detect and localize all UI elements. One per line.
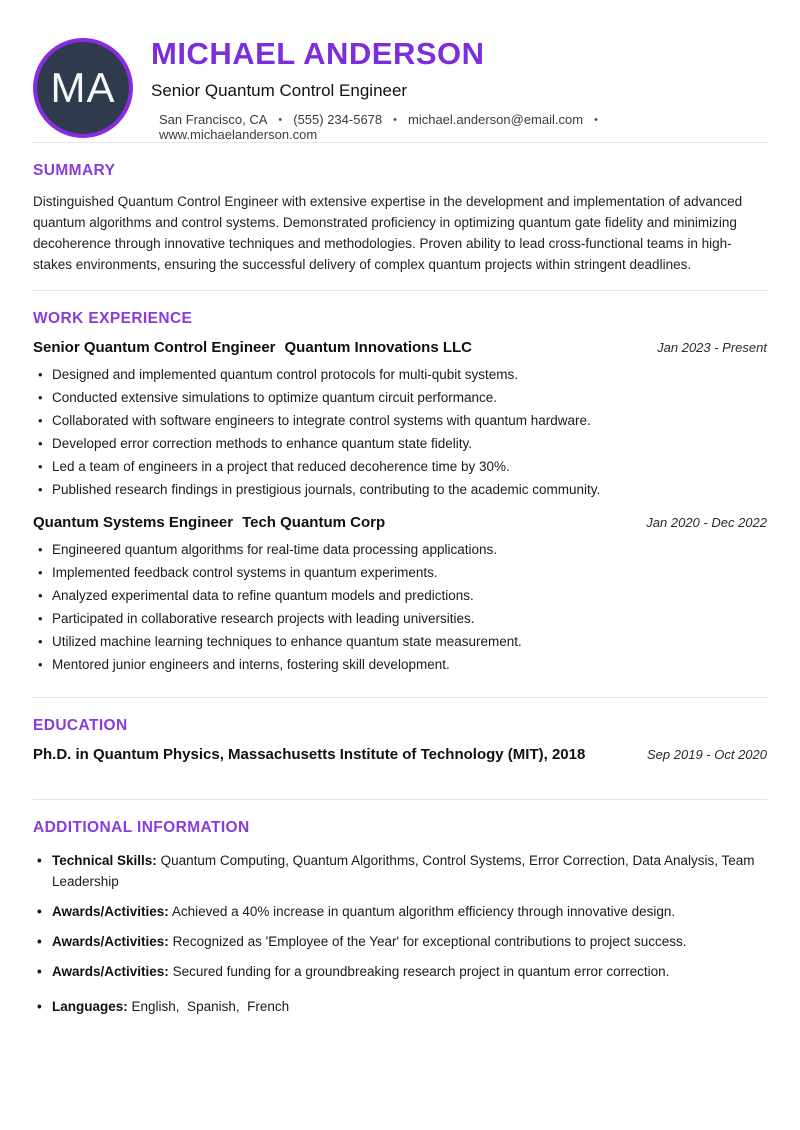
resume-header	[33, 33, 767, 142]
additional-info-list	[33, 850, 767, 1017]
job-company: Tech Quantum Corp	[242, 514, 386, 532]
info-item-label: Awards/Activities:	[52, 964, 169, 980]
contact-separator-dot: •	[594, 113, 598, 126]
summary-section	[33, 143, 767, 290]
job-title: Quantum Systems Engineer	[33, 514, 234, 532]
job-bullet: • Developed error correction methods to enhance quantum state fidelity.	[33, 436, 767, 452]
job-bullet: • Collaborated with software engineers to integrate control systems with quantum hardware.	[33, 413, 767, 429]
job-title: Senior Quantum Control Engineer	[33, 339, 276, 357]
additional-information-heading: ADDITIONAL INFORMATION	[33, 819, 250, 837]
job-bullet: • Conducted extensive simulations to optimize quantum circuit performance.	[33, 390, 767, 406]
info-item-label: Technical Skills:	[52, 853, 157, 869]
job-company: Quantum Innovations LLC	[284, 339, 473, 357]
contact-separator-dot: •	[278, 113, 283, 126]
job-bullet: • Mentored junior engineers and interns, fostering skill development.	[33, 657, 767, 673]
job-entry	[33, 514, 767, 697]
education-degree: Ph.D. in Quantum Physics, Massachusetts Institute of Technology (MIT), 2018	[33, 746, 586, 764]
job-bullet: • Published research findings in prestigious journals, contributing to the academic community.	[33, 482, 767, 498]
job-dates: Jan 2020 - Dec 2022	[646, 515, 767, 531]
summary-text: Distinguished Quantum Control Engineer with extensive expertise in the development and implementation of advanced quantum algorithms and control systems. Demonstrated proficiency in optimizing quantum gate fidelity and minimizing decoherence through innovative techniques and methodologies. Proven ability to lead cross-functional teams in high-stakes environments, ensuring the successful delivery of complex quantum projects within stringent deadlines.	[33, 194, 743, 273]
person-name: MICHAEL ANDERSON	[151, 36, 485, 71]
contact-phone: (555) 234-5678	[293, 112, 383, 128]
person-job-title: Senior Quantum Control Engineer	[151, 81, 408, 101]
contact-location: San Francisco, CA	[159, 112, 268, 128]
info-item-label: Awards/Activities:	[52, 934, 169, 950]
job-bullet: • Implemented feedback control systems in quantum experiments.	[33, 565, 767, 581]
header-text	[151, 33, 767, 142]
job-bullet: • Participated in collaborative research projects with leading universities.	[33, 611, 767, 627]
job-bullet-list	[33, 542, 767, 673]
job-bullet-list	[33, 367, 767, 498]
education-dates: Sep 2019 - Oct 2020	[647, 747, 767, 763]
info-item-text: Achieved a 40% increase in quantum algorithm efficiency through innovative design.	[171, 904, 676, 920]
job-bullet: • Utilized machine learning techniques to enhance quantum state measurement.	[33, 634, 767, 650]
summary-heading: SUMMARY	[33, 162, 116, 180]
info-item-text: Recognized as 'Employee of the Year' for exceptional contributions to project success.	[172, 934, 687, 950]
contact-row	[159, 112, 767, 142]
job-entry-header	[33, 339, 767, 356]
info-item-text: Secured funding for a groundbreaking research project in quantum error correction.	[172, 964, 670, 980]
additional-information-section	[33, 800, 767, 1017]
job-title-company	[33, 514, 385, 531]
avatar-initials: MA	[50, 63, 116, 111]
work-experience-section	[33, 291, 767, 697]
job-entry-header	[33, 514, 767, 531]
info-item-awards	[33, 931, 767, 952]
info-item-text: Quantum Computing, Quantum Algorithms, Control Systems, Error Correction, Data Analysis, Team Leadership	[52, 853, 755, 890]
info-item-awards	[33, 901, 767, 922]
job-entry	[33, 339, 767, 498]
info-item-label: Languages:	[52, 999, 128, 1015]
education-section	[33, 698, 767, 799]
contact-website: www.michaelanderson.com	[159, 127, 318, 143]
education-heading: EDUCATION	[33, 717, 128, 735]
job-dates: Jan 2023 - Present	[657, 340, 767, 356]
info-item-languages	[33, 996, 767, 1017]
info-item-technical-skills	[33, 850, 767, 892]
job-bullet: • Designed and implemented quantum control protocols for multi-qubit systems.	[33, 367, 767, 383]
info-item-awards	[33, 961, 767, 982]
contact-separator-dot: •	[393, 113, 397, 126]
job-bullet: • Engineered quantum algorithms for real-time data processing applications.	[33, 542, 767, 558]
education-entry	[33, 746, 767, 799]
info-item-text: English, Spanish, French	[131, 999, 290, 1015]
avatar	[33, 38, 133, 138]
job-bullet: • Analyzed experimental data to refine quantum models and predictions.	[33, 588, 767, 604]
job-title-company	[33, 339, 472, 356]
work-experience-heading: WORK EXPERIENCE	[33, 310, 193, 328]
contact-email: michael.anderson@email.com	[408, 112, 584, 128]
info-item-label: Awards/Activities:	[52, 904, 169, 920]
job-bullet: • Led a team of engineers in a project that reduced decoherence time by 30%.	[33, 459, 767, 475]
